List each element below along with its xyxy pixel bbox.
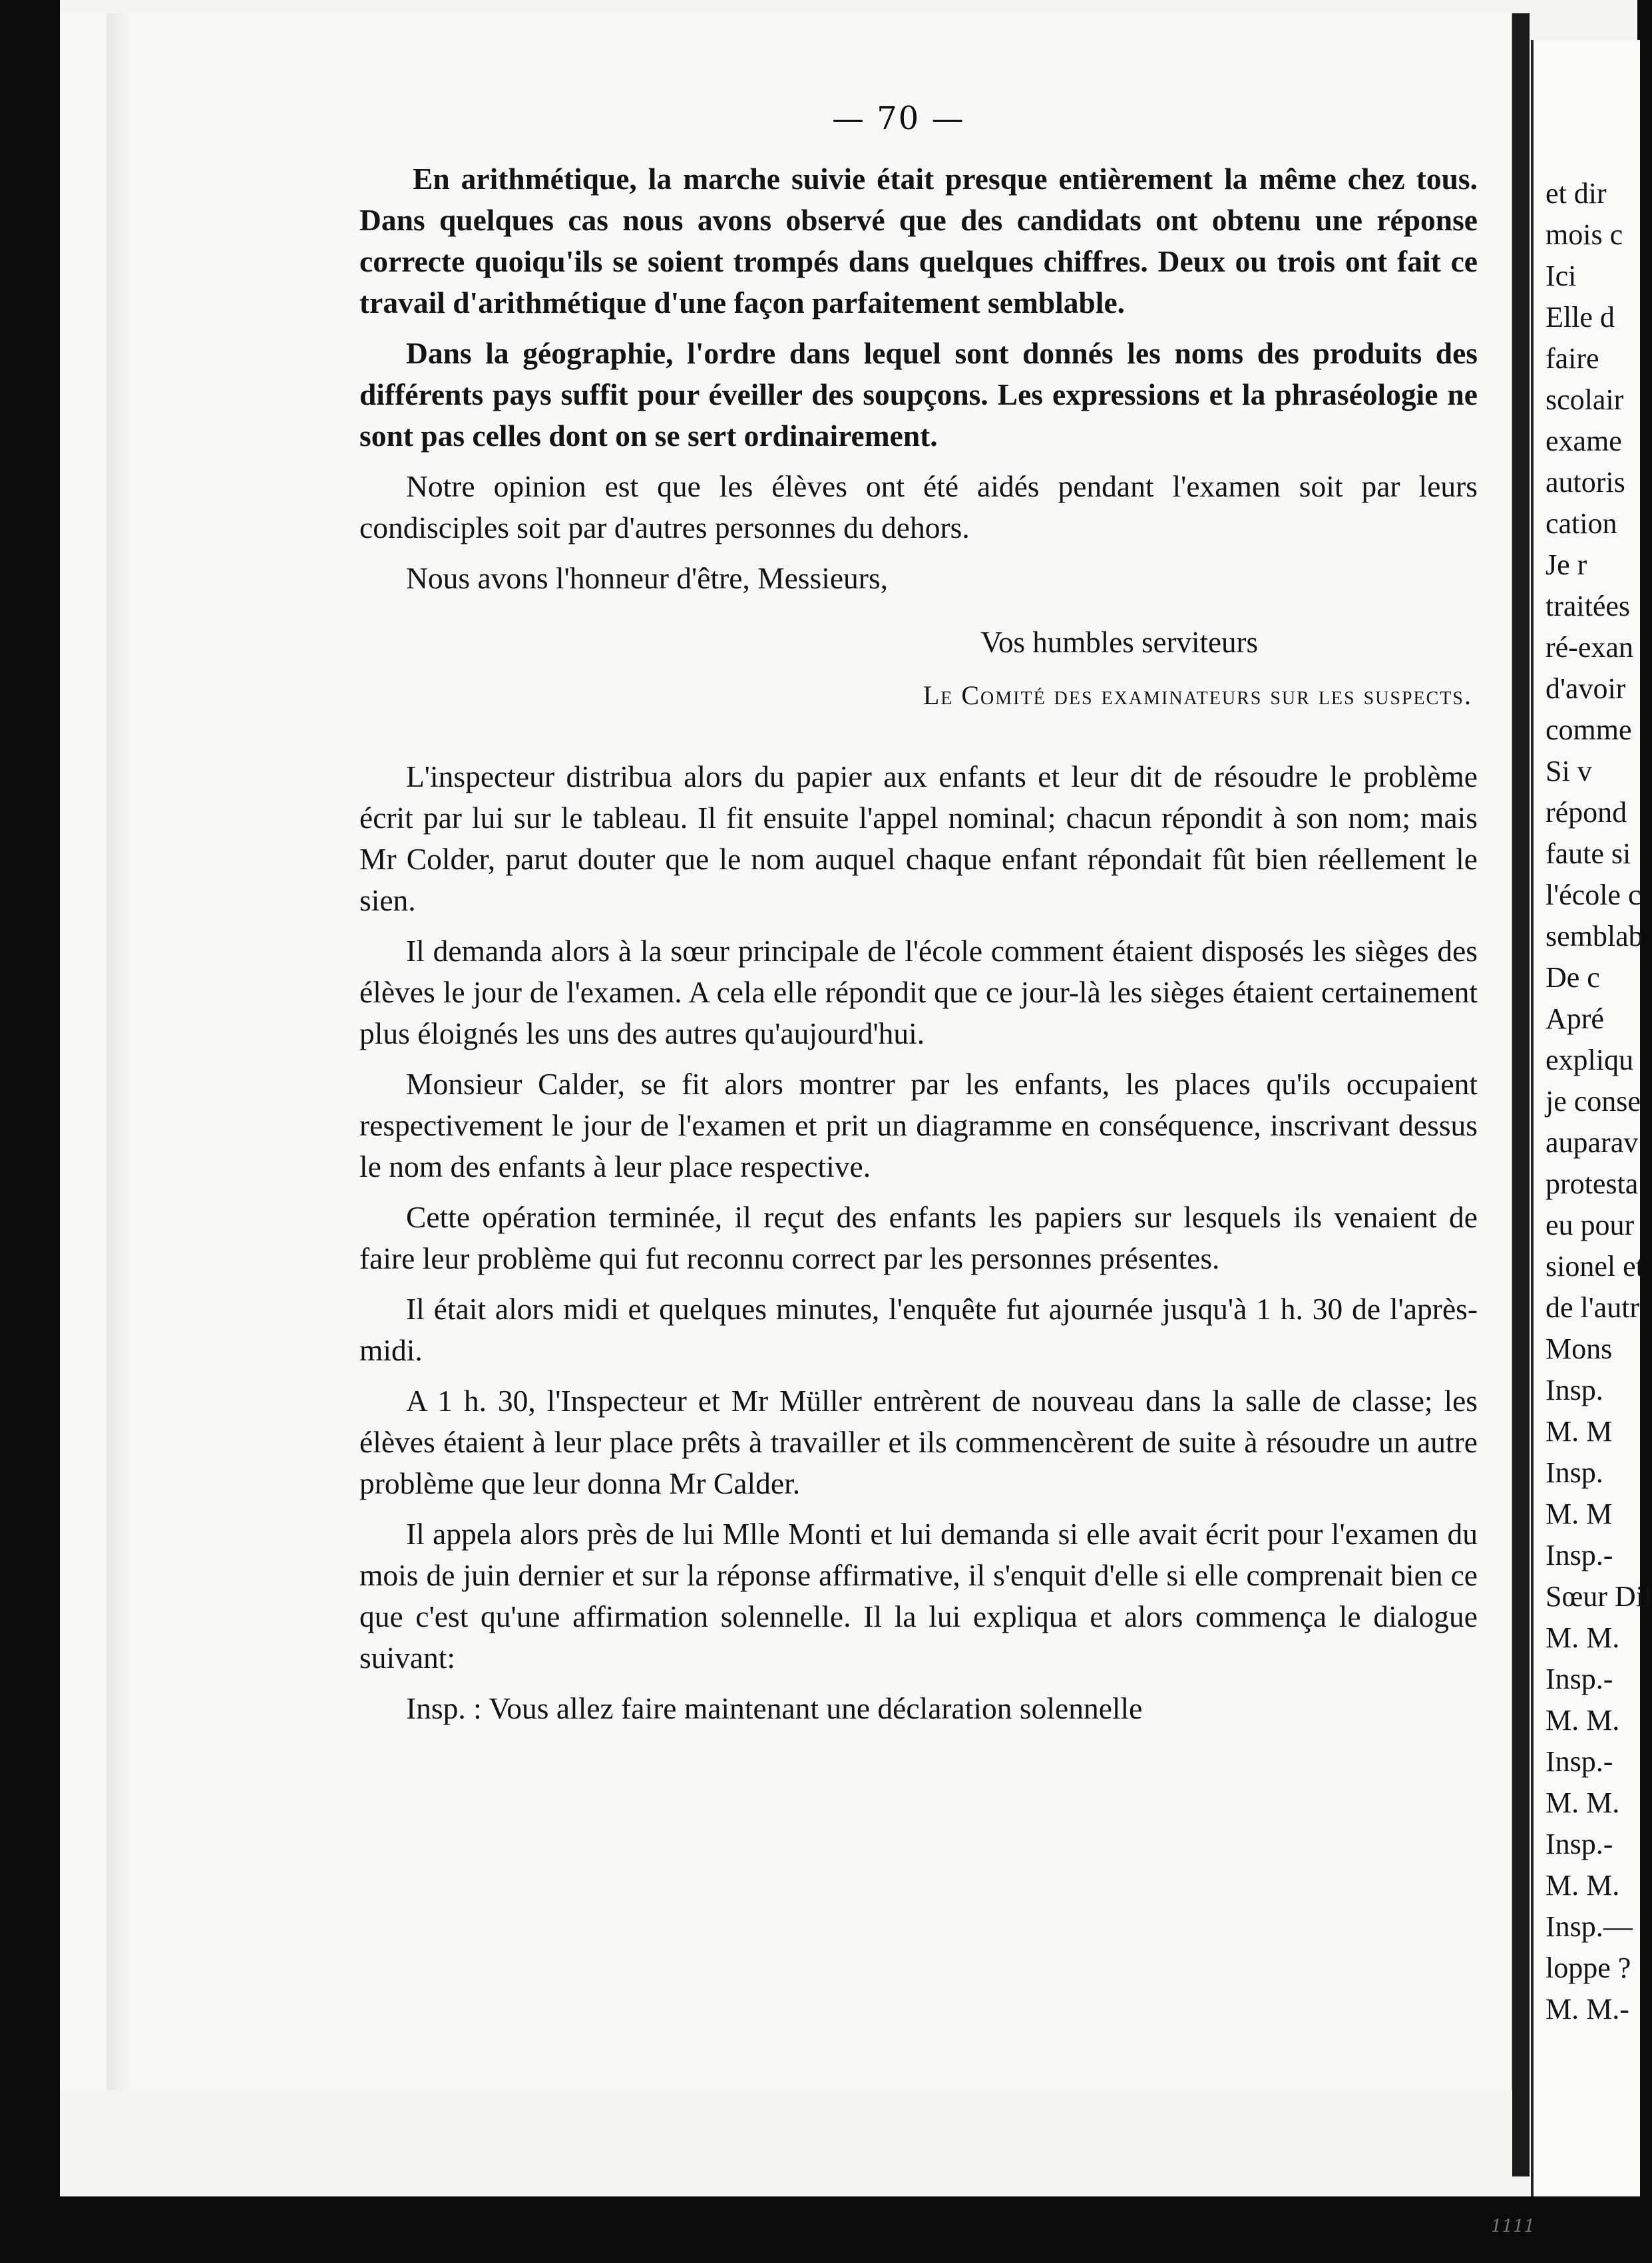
right-page-fragment: M. M: [1546, 1415, 1613, 1448]
right-page-fragment: semblab: [1546, 920, 1643, 952]
paragraph: Nous avons l'honneur d'être, Messieurs,: [406, 561, 889, 595]
right-page-fragment: Apré: [1546, 1002, 1604, 1035]
right-page-fragment: Insp.: [1546, 1456, 1603, 1489]
paragraph: Il appela alors près de lui Mlle Monti et lui demanda si elle avait écrit pour l'examen du mois de juin dernier et sur la réponse affirmative, il s'enquit d'elle si elle comprenait bien ce que c'est qu'une affirmation solennelle. Il la lui expliqua et alors commença le dialogue suivant:: [359, 1517, 1478, 1675]
right-page-fragment: Insp.: [1546, 1374, 1603, 1406]
paragraph: Insp. : Vous allez faire maintenant une déclaration solennelle: [406, 1691, 1143, 1725]
right-page-fragment: Insp.-: [1546, 1745, 1613, 1778]
right-page-fragment: Insp.-: [1546, 1539, 1613, 1571]
right-page-fragment: de l'autr: [1546, 1291, 1640, 1324]
right-page-fragment: Insp.—: [1546, 1910, 1633, 1943]
scan-mark: 1111: [1491, 2216, 1536, 2236]
paragraph: Cette opération terminée, il reçut des enfants les papiers sur lesquels ils venaient de faire leur problème qui fut reconnu correct par les personnes présentes.: [359, 1200, 1478, 1275]
paragraph: L'inspecteur distribua alors du papier aux enfants et leur dit de résoudre le problème écrit par lui sur le tableau. Il fit ensuite l'appel nominal; chacun répondit à son nom; mais Mr Colder, parut douter que le nom auquel chaque enfant répondait fût bien réellement le sien.: [359, 759, 1478, 917]
paragraph: Dans la géographie, l'ordre dans lequel sont donnés les noms des produits des différents pays suffit pour éveiller des soupçons. Les expressions et la phraséologie ne sont pas celles dont on se sert ordinairement.: [359, 336, 1478, 453]
right-page-fragment: Insp.-: [1546, 1663, 1613, 1695]
right-page-fragment: Ici: [1546, 260, 1577, 292]
right-page-fragment: M. M.: [1546, 1786, 1620, 1819]
right-page-fragment: comme: [1546, 714, 1632, 746]
right-page-fragment: Sœur Dil: [1546, 1580, 1652, 1613]
paragraph: En arithmétique, la marche suivie était presque entièrement la même chez tous. Dans quelques cas nous avons observé que des candidats ont obtenu une réponse correcte quoiqu'ils se soient trompés dans quelques chiffres. Deux ou trois ont fait ce travail d'arithmétique d'une façon parfaitement semblable.: [359, 162, 1478, 319]
right-page-fragment: répond: [1546, 796, 1627, 829]
closing-line: Vos humbles serviteurs: [980, 626, 1258, 659]
right-page-fragment: d'avoir: [1546, 672, 1626, 705]
right-page-fragment: sionel et: [1546, 1250, 1644, 1283]
right-page-fragment: l'école c: [1546, 879, 1641, 911]
right-page-fragment: M. M.: [1546, 1621, 1620, 1654]
right-page-fragment: scolair: [1546, 383, 1624, 416]
committee-name: Le Comité des examinateurs sur les suspects.: [923, 680, 1472, 710]
right-page-fragment: cation: [1546, 507, 1617, 540]
right-page-fragment: Si v: [1546, 755, 1592, 787]
right-page-fragment: M. M.: [1546, 1704, 1620, 1737]
right-page-fragment: De c: [1546, 961, 1600, 994]
right-page-fragment: loppe ?: [1546, 1952, 1631, 1984]
paragraph: Monsieur Calder, se fit alors montrer par les enfants, les places qu'ils occupaient respectivement le jour de l'examen et prit un diagramme en conséquence, inscrivant dessus le nom des enfants à leur place respective.: [359, 1067, 1478, 1183]
right-page-fragment: traitées: [1546, 590, 1631, 622]
page-text: [359, 158, 1478, 1739]
right-page: [1531, 40, 1652, 2196]
right-page-fragment: eu pour: [1546, 1209, 1635, 1241]
right-page-fragment: exame: [1546, 425, 1622, 457]
right-page-fragment: Elle d: [1546, 301, 1615, 333]
right-page-fragment: mois c: [1546, 218, 1623, 251]
paragraph: Il demanda alors à la sœur principale de l'école comment étaient disposés les sièges des élèves le jour de l'examen. A cela elle répondit que ce jour-là les sièges étaient certainement plus éloignés les uns des autres qu'aujourd'hui.: [359, 934, 1478, 1050]
committee-signature: [359, 675, 1478, 716]
right-page-fragment: Je r: [1546, 548, 1587, 581]
right-page-fragment: Mons: [1546, 1333, 1613, 1365]
page-edge: [106, 13, 133, 2090]
right-page-fragment: expliqu: [1546, 1044, 1633, 1076]
right-page-fragment: ré-exan: [1546, 631, 1633, 664]
right-page-fragment: faire: [1546, 342, 1599, 375]
right-page-fragments: [1546, 173, 1652, 2030]
paragraph: Notre opinion est que les élèves ont été aidés pendant l'examen soit par leurs condisciples soit par d'autres personnes du dehors.: [359, 469, 1478, 544]
paragraph: Il était alors midi et quelques minutes, l'enquête fut ajournée jusqu'à 1 h. 30 de l'après-midi.: [359, 1292, 1478, 1367]
right-page-fragment: Insp.-: [1546, 1828, 1613, 1860]
right-page-fragment: et dir: [1546, 177, 1607, 210]
right-page-fragment: autoris: [1546, 466, 1625, 499]
right-page-fragment: M. M: [1546, 1498, 1613, 1530]
right-page-fragment: M. M.-: [1546, 1993, 1629, 2025]
book-gutter: [1512, 13, 1530, 2176]
page-number: — 70 —: [832, 100, 965, 137]
right-page-fragment: auparav: [1546, 1126, 1639, 1159]
right-page-fragment: M. M.: [1546, 1869, 1620, 1902]
right-page-fragment: je conse: [1546, 1085, 1641, 1118]
paragraph: A 1 h. 30, l'Inspecteur et Mr Müller entrèrent de nouveau dans la salle de classe; les élèves étaient à leur place prêts à travailler et ils commencèrent de suite à résoudre un autre problème que leur donna Mr Calder.: [359, 1384, 1478, 1500]
right-page-fragment: protesta: [1546, 1167, 1639, 1200]
right-page-fragment: faute si: [1546, 837, 1631, 870]
